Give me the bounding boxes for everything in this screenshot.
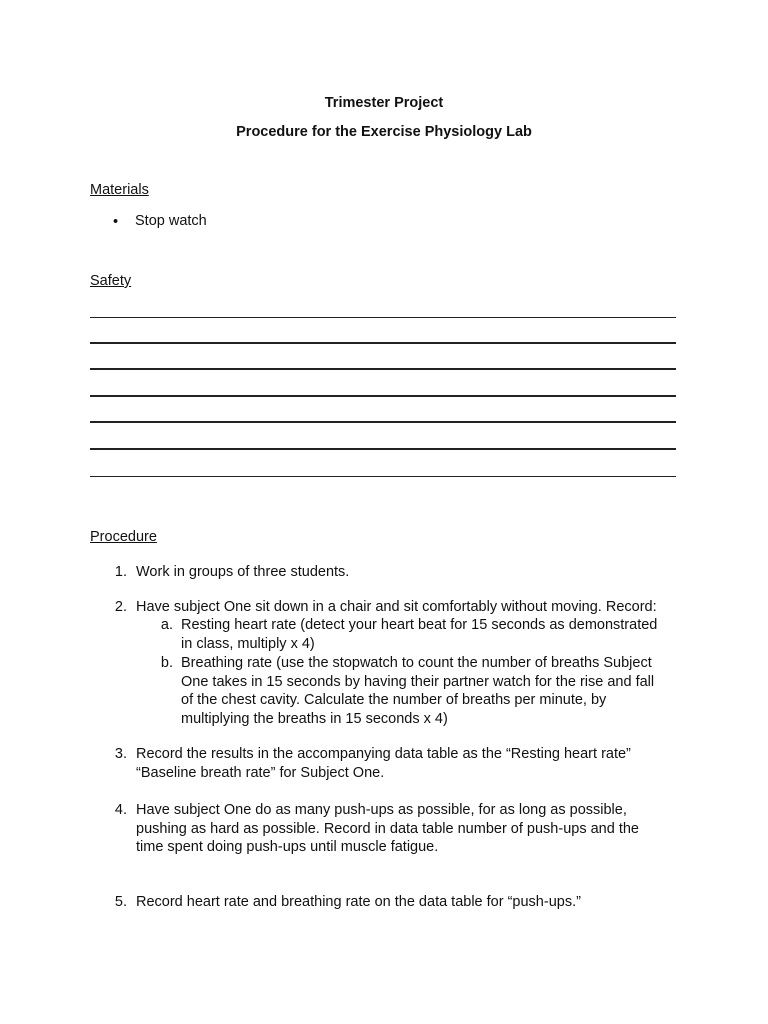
- step-text: Have subject One sit down in a chair and sit comfortably without moving. Record:: [136, 599, 657, 615]
- document-title: Trimester Project: [324, 95, 444, 111]
- step-number: 4.: [114, 802, 127, 818]
- step-text: Record the results in the accompanying data table as the “Resting heart rate” “Baseline breath rate” for Subject One.: [136, 746, 631, 781]
- step-number: 5.: [114, 894, 127, 910]
- safety-heading: Safety: [90, 273, 132, 289]
- bullet-icon: •: [113, 214, 119, 230]
- substep-text: Breathing rate (use the stopwatch to count the number of breaths Subject One takes in 15 seconds by having their partner watch for the rise and fall of the chest cavity. Calculate the number of breaths per minute, by multiplying the breaths in 15 seconds x 4): [181, 655, 655, 727]
- materials-item: Stop watch: [135, 213, 207, 229]
- substep-text: Resting heart rate (detect your heart beat for 15 seconds as demonstrated in class, multiply x 4): [181, 617, 658, 652]
- substep-letter: a.: [160, 617, 173, 633]
- step-number: 1.: [114, 564, 127, 580]
- safety-blank-line: [90, 317, 676, 318]
- document-subtitle: Procedure for the Exercise Physiology Lab: [236, 124, 532, 140]
- safety-blank-line: [90, 476, 676, 477]
- step-text: Record heart rate and breathing rate on the data table for “push-ups.”: [136, 894, 581, 910]
- safety-blank-line: [90, 368, 676, 370]
- safety-blank-line: [90, 448, 676, 450]
- step-text: Work in groups of three students.: [136, 564, 350, 580]
- safety-blank-line: [90, 342, 676, 344]
- procedure-heading: Procedure: [90, 529, 157, 545]
- step-number: 3.: [114, 746, 127, 762]
- step-number: 2.: [114, 599, 127, 615]
- safety-blank-line: [90, 395, 676, 397]
- substep-letter: b.: [160, 655, 173, 671]
- safety-blank-line: [90, 421, 676, 423]
- materials-heading: Materials: [90, 182, 149, 198]
- step-text: Have subject One do as many push-ups as possible, for as long as possible, pushing as hard as possible. Record in data table number of push-ups and the time spent doing push-ups until muscle fatigue.: [136, 802, 639, 855]
